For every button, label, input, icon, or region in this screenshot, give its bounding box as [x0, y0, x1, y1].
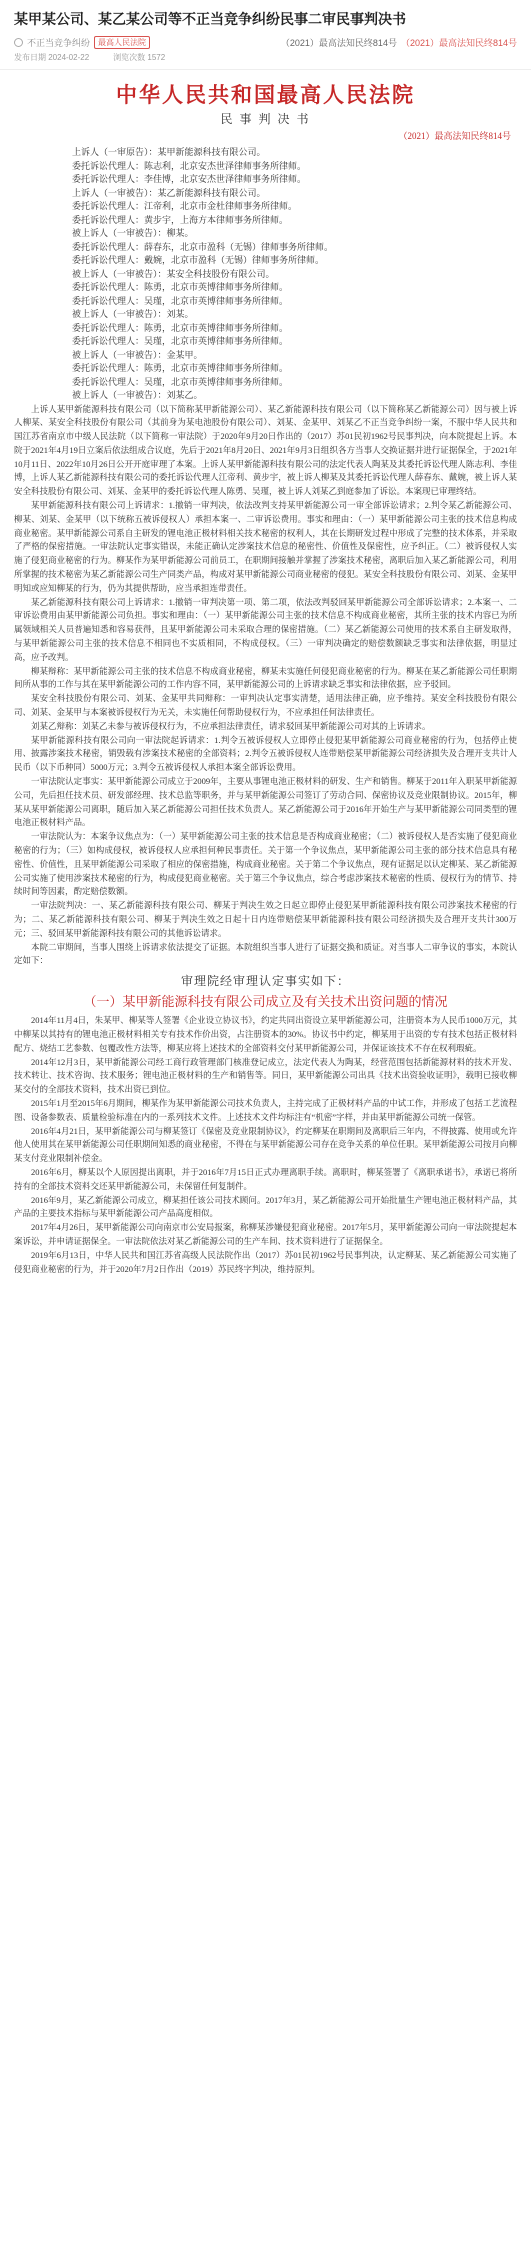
view-count: 浏览次数 1572: [113, 53, 166, 62]
parties-list: [0, 142, 531, 403]
party-line: 委托诉讼代理人：吴瑾，北京市英博律师事务所律师。: [72, 376, 289, 387]
paragraph: 2014年11月4日，朱某甲、柳某等人签署《企业设立协议书》，约定共同出资设立某甲新能源公司，注册资本为人民币1000万元，其中柳某以其持有的锂电池正极材料相关专有技术作价出资，占注册资本的30%。协议书中约定，柳某用于出资的专有技术包括正极材料配方、烧结工艺参数、包覆改性方法等，柳某应将上述技术的全部资料交付某甲新能源公司，并保证该技术不存在权利瑕疵。: [14, 1015, 517, 1053]
party-line: 被上诉人（一审被告）：金某甲。: [72, 349, 203, 360]
party-line: 被上诉人（一审被告）：刘某乙。: [72, 390, 203, 400]
court-badge[interactable]: 最高人民法院: [94, 36, 150, 49]
paragraph: 2017年4月26日，某甲新能源公司向南京市公安局报案，称柳某涉嫌侵犯商业秘密。2017年5月，某甲新能源公司向一审法院提起本案诉讼，并申请证据保全。一审法院依法对某乙新能源公司的生产车间、技术资料进行了证据保全。: [14, 1222, 517, 1246]
party-line: 委托诉讼代理人：吴瑾，北京市英博律师事务所律师。: [72, 295, 289, 306]
section-heading: （一）某甲新能源科技有限公司成立及有关技术出资问题的情况: [83, 994, 448, 1010]
paragraph: 上诉人某甲新能源科技有限公司（以下简称某甲新能源公司）、某乙新能源科技有限公司（以下简称某乙新能源公司）因与被上诉人柳某、某安全科技股份有限公司（其前身为某电池股份有限公司）、刘某、金某甲、刘某乙不正当竞争纠纷一案，不服中华人民共和国江苏省南京市中级人民法院（以下简称一审法院）于2020年9月20日作出的（2017）苏01民初1962号民事判决，向本院提起上诉。本院于2021年4月19日立案后依法组成合议庭，先后于2021年8月20日、2021年9月3日组织各方当事人交换证据并进行证据保全，于2021年10月11日、2022年10月26日公开开庭审理了本案。上诉人某甲新能源科技有限公司的法定代表人陶某及其委托诉讼代理人陈志利、李佳博，上诉人某乙新能源科技有限公司的委托诉讼代理人江帝利、黄步宇，被上诉人柳某及其委托诉讼代理人薛春东、戴婉，被上诉人某安全科技股份有限公司、刘某、金某甲的委托诉讼代理人陈勇、吴瑾，被上诉人刘某乙到庭参加了诉讼。本案现已审理终结。: [14, 403, 517, 497]
document-title: 某甲某公司、某乙某公司等不正当竞争纠纷民事二审民事判决书: [14, 11, 406, 27]
reference-number[interactable]: （2021）最高法知民终814号: [280, 37, 397, 48]
case-number: （2021）最高法知民终814号: [398, 131, 511, 141]
paragraph: 2016年6月，柳某以个人原因提出离职，并于2016年7月15日正式办理离职手续。离职时，柳某签署了《离职承诺书》，承诺已将所持有的全部技术资料交还某甲新能源公司，未保留任何复制件。: [14, 1166, 517, 1191]
judgment-body-continued: [0, 1014, 531, 1276]
meta-right: [281, 36, 517, 49]
category-icon: [14, 38, 23, 47]
party-line: 被上诉人（一审被告）：某安全科技股份有限公司。: [72, 268, 275, 279]
court-name: 中华人民共和国最高人民法院: [116, 84, 415, 107]
party-line: 委托诉讼代理人：陈勇，北京市英博律师事务所律师。: [72, 363, 289, 373]
paragraph: 2015年1月至2015年6月期间，柳某作为某甲新能源公司技术负责人，主持完成了正极材料产品的中试工作，并形成了包括工艺流程图、设备参数表、质量检验标准在内的一系列技术文件。上述技术文件均标注有“机密”字样，并由某甲新能源公司统一保管。: [14, 1097, 517, 1122]
party-line: 上诉人（一审被告）：某乙新能源科技有限公司。: [72, 187, 266, 198]
paragraph: 刘某乙辩称：刘某乙未参与被诉侵权行为，不应承担法律责任，请求驳回某甲新能源公司对其的上诉请求。: [31, 720, 431, 731]
paragraph: 某乙新能源科技有限公司上诉请求：1.撤销一审判决第一项、第二项，依法改判驳回某甲新能源公司全部诉讼请求；2.本案一、二审诉讼费用由某甲新能源公司负担。事实和理由：（一）某甲新能源公司主张的技术信息不构成商业秘密，其所主张的技术内容已为所属领域相关人员普遍知悉和容易获得，且某甲新能源公司未采取合理的保密措施。（二）某乙新能源公司使用的技术系自主研发取得，与某甲新能源公司主张的技术信息不相同也不实质相同，不构成侵权。（三）一审判决确定的赔偿数额缺乏事实和法律依据，明显过高，应予改判。: [14, 596, 517, 662]
party-line: 委托诉讼代理人：薛春东，北京市盈科（无锡）律师事务所律师。: [72, 241, 334, 252]
party-line: 委托诉讼代理人：江帝利，北京市金杜律师事务所律师。: [72, 201, 298, 211]
paragraph: 某甲新能源科技有限公司向一审法院起诉请求：1.判令五被诉侵权人立即停止侵犯某甲新能源公司商业秘密的行为，包括停止使用、披露涉案技术秘密，销毁载有涉案技术秘密的全部资料；2.判令五被诉侵权人连带赔偿某甲新能源公司经济损失及合理开支共计人民币（以下币种同）5000万元；3.判令五被诉侵权人承担本案全部诉讼费用。: [14, 734, 517, 773]
meta-bar: [0, 34, 531, 50]
paragraph: 某安全科技股份有限公司、刘某、金某甲共同辩称：一审判决认定事实清楚，适用法律正确，应予维持。某安全科技股份有限公司、刘某、金某甲与本案被诉侵权行为无关，未实施任何帮助侵权行为，不应承担任何法律责任。: [14, 693, 517, 718]
publish-date: 发布日期 2024-02-22: [14, 53, 90, 62]
meta-info: [0, 50, 531, 70]
party-line: 委托诉讼代理人：陈志利，北京安杰世泽律师事务所律师。: [72, 160, 307, 171]
judgment-body: [0, 403, 531, 969]
party-line: 委托诉讼代理人：吴瑾，北京市英博律师事务所律师。: [72, 336, 289, 346]
paragraph: 2016年4月21日，某甲新能源公司与柳某签订《保密及竞业限制协议》，约定柳某在职期间及离职后三年内，不得披露、使用或允许他人使用其在某甲新能源公司任职期间知悉的商业秘密，不得在与某甲新能源公司存在竞争关系的单位任职。某甲新能源公司按月向柳某支付竞业限制补偿金。: [14, 1125, 517, 1164]
paragraph: 2019年6月13日，中华人民共和国江苏省高级人民法院作出（2017）苏01民初1962号民事判决，认定柳某、某乙新能源公司实施了侵犯商业秘密的行为，并于2020年7月2日作出（2019）苏民终字判决，维持原判。: [14, 1249, 517, 1274]
paragraph: 本院二审期间，当事人围绕上诉请求依法提交了证据。本院组织当事人进行了证据交换和质证。对当事人二审争议的事实，本院认定如下：: [14, 941, 517, 966]
category-tag[interactable]: 不正当竞争纠纷: [27, 37, 91, 48]
review-title: 审理院经审理认定事实如下：: [180, 974, 350, 989]
reference-number-red[interactable]: （2021）最高法知民终814号: [400, 37, 517, 48]
paragraph: 一审法院认为：本案争议焦点为：（一）某甲新能源公司主张的技术信息是否构成商业秘密；（二）被诉侵权人是否实施了侵犯商业秘密的行为；（三）如构成侵权，被诉侵权人应承担何种民事责任。关于第一个争议焦点，某甲新能源公司主张的部分技术信息具有秘密性、价值性，且某甲新能源公司采取了相应的保密措施，构成商业秘密。关于第二个争议焦点，现有证据足以认定柳某、某乙新能源公司实施了使用涉案技术秘密的行为，构成侵犯商业秘密。关于第三个争议焦点，综合考虑涉案技术秘密的性质、侵权行为的情节、持续时间等因素，酌定赔偿数额。: [14, 831, 517, 897]
party-line: 委托诉讼代理人：陈勇，北京市英博律师事务所律师。: [72, 322, 289, 333]
party-line: 委托诉讼代理人：戴婉，北京市盈科（无锡）律师事务所律师。: [72, 255, 325, 265]
document-type: 民 事 判 决 书: [220, 112, 311, 126]
paragraph: 2014年12月3日，某甲新能源公司经工商行政管理部门核准登记成立，法定代表人为陶某，经营范围包括新能源材料的技术开发、技术转让、技术咨询、技术服务；锂电池正极材料的生产和销售等。同日，某甲新能源公司出具《技术出资验收证明》，载明已接收柳某交付的全部技术资料，技术出资已到位。: [14, 1056, 517, 1095]
paragraph: 柳某辩称：某甲新能源公司主张的技术信息不构成商业秘密，柳某未实施任何侵犯商业秘密的行为。柳某在某乙新能源公司任职期间所从事的工作与其在某甲新能源公司的工作内容不同，某甲新能源公司的上诉请求缺乏事实和法律依据，应予驳回。: [14, 665, 517, 690]
paragraph: 一审法院认定事实：某甲新能源公司成立于2009年，主要从事锂电池正极材料的研发、生产和销售。柳某于2011年入职某甲新能源公司，先后担任技术员、研发部经理、技术总监等职务，并与某甲新能源公司签订了劳动合同、保密协议及竞业限制协议。2015年，柳某从某甲新能源公司离职，随后加入某乙新能源公司担任技术负责人。某乙新能源公司于2016年开始生产与某甲新能源公司同类型的锂电池正极材料产品。: [14, 776, 517, 828]
meta-left: [14, 36, 150, 49]
party-line: 委托诉讼代理人：黄步宇，上海方本律师事务所律师。: [72, 214, 289, 225]
party-line: 被上诉人（一审被告）：柳某。: [72, 228, 194, 238]
paragraph: 某甲新能源科技有限公司上诉请求：1.撤销一审判决，依法改判支持某甲新能源公司一审全部诉讼请求；2.判令某乙新能源公司、柳某、刘某、金某甲（以下统称五被诉侵权人）承担本案一、二审诉讼费用。事实和理由：（一）某甲新能源公司主张的技术信息构成商业秘密。某甲新能源公司系自主研发的锂电池正极材料相关技术秘密的权利人，其在长期研发过程中形成了完整的技术体系，并采取了严格的保密措施。一审法院认定事实错误，未能正确认定涉案技术信息的秘密性、价值性及保密性，应予纠正。（二）被诉侵权人实施了侵犯商业秘密的行为。柳某作为某甲新能源公司前员工，在职期间接触并掌握了涉案技术秘密，离职后加入某乙新能源公司，利用所掌握的技术秘密为某乙新能源公司生产同类产品，构成对某甲新能源公司商业秘密的侵犯。某安全科技股份有限公司、刘某、金某甲明知或应知柳某的行为，仍为其提供帮助，应当承担连带责任。: [14, 500, 517, 593]
paragraph: 2016年9月，某乙新能源公司成立，柳某担任该公司技术顾问。2017年3月，某乙新能源公司开始批量生产锂电池正极材料产品，其产品的主要技术指标与某甲新能源公司产品高度相似。: [14, 1194, 517, 1219]
party-line: 委托诉讼代理人：陈勇，北京市英博律师事务所律师。: [72, 282, 289, 292]
party-line: 委托诉讼代理人：李佳博，北京安杰世泽律师事务所律师。: [72, 174, 307, 184]
party-line: 被上诉人（一审被告）：刘某。: [72, 309, 194, 319]
paragraph: 一审法院判决：一、某乙新能源科技有限公司、柳某于判决生效之日起立即停止侵犯某甲新能源科技有限公司涉案技术秘密的行为；二、某乙新能源科技有限公司、柳某于判决生效之日起十日内连带赔偿某甲新能源科技有限公司经济损失及合理开支共计300万元；三、驳回某甲新能源科技有限公司的其他诉讼请求。: [14, 900, 517, 938]
party-line: 上诉人（一审原告）：某甲新能源科技有限公司。: [72, 147, 266, 157]
